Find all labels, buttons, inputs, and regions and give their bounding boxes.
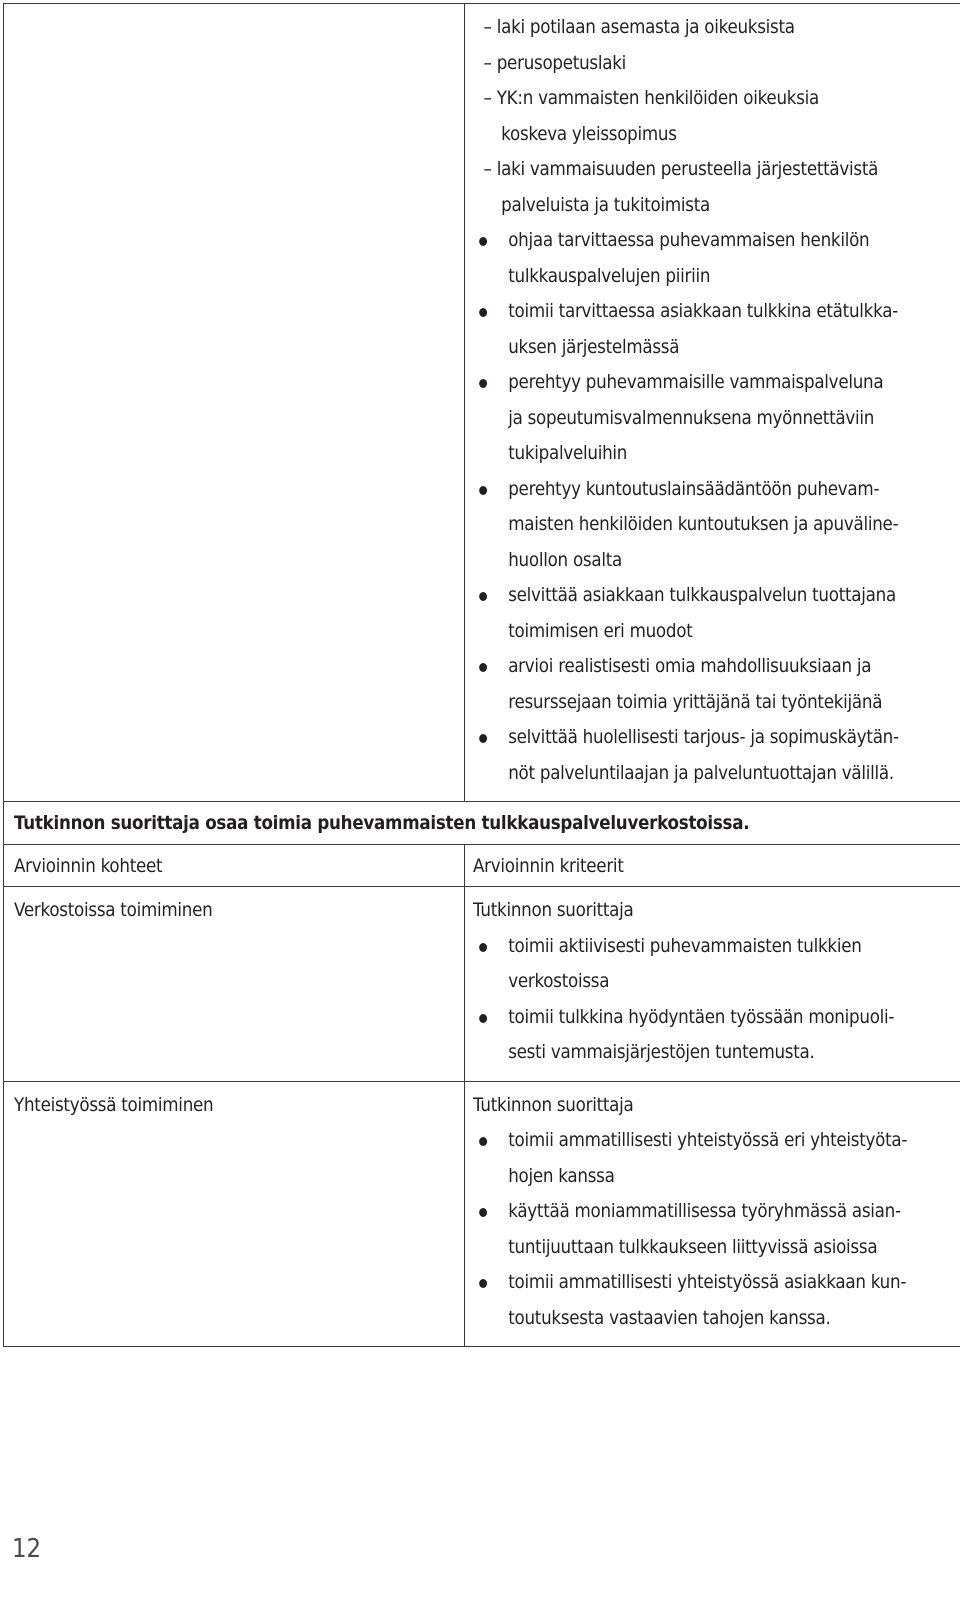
law-item-line: koskeva yleissopimus [501, 122, 678, 145]
bullet-line: toutuksesta vastaavien tahojen kanssa. [508, 1306, 832, 1329]
law-item-line: – laki vammaisuuden perusteella järjestettävistä [484, 158, 879, 180]
bullet-item [473, 472, 901, 579]
bullet-line: ja sopeutumisvalmennuksena myönnettäviin [508, 406, 875, 429]
criteria-cell [465, 887, 960, 1082]
table-row [4, 1081, 960, 1347]
criteria-table [3, 3, 960, 1347]
criteria-intro: Tutkinnon suorittaja [473, 899, 634, 921]
law-item [473, 46, 901, 82]
bullet-dot-icon [480, 1208, 488, 1217]
bullet-item [473, 294, 901, 365]
bullet-item [473, 1000, 901, 1071]
bullet-line: sesti vammaisjärjestöjen tuntemusta. [508, 1041, 816, 1063]
bullet-dot-icon [480, 943, 488, 952]
law-item-line: – YK:n vammaisten henkilöiden oikeuksia [484, 87, 820, 109]
law-item-line: – perusopetuslaki [484, 51, 627, 74]
column-header-criteria: Arvioinnin kriteerit [473, 854, 625, 877]
empty-target-cell [4, 4, 465, 802]
section-heading: Tutkinnon suorittaja osaa toimia puhevammaisten tulkkauspalveluverkostoissa. [14, 812, 750, 834]
criteria-intro: Tutkinnon suorittaja [473, 1093, 634, 1116]
criteria-text [473, 1088, 908, 1337]
bullet-line: toimii ammatillisesti yhteistyössä asiakkaan kun- [508, 1271, 907, 1293]
bullet-item [473, 1194, 901, 1265]
bullet-dot-icon [480, 1137, 488, 1146]
bullet-line: toimii tarvittaessa asiakkaan tulkkina etätulkka- [508, 300, 899, 322]
bullet-item [473, 929, 901, 1000]
bullet-item [473, 649, 901, 720]
bullet-line: toimii aktiivisesti puhevammaisten tulkkien [508, 934, 863, 957]
bullet-item [473, 223, 901, 294]
bullet-item [473, 365, 901, 472]
bullet-dot-icon [480, 734, 488, 743]
law-item [473, 152, 901, 223]
bullet-line: perehtyy kuntoutuslainsäädäntöön puhevam- [508, 477, 880, 500]
continued-criteria-cell [465, 4, 960, 802]
criteria-text [473, 893, 901, 1071]
column-header-targets: Arvioinnin kohteet [14, 854, 163, 877]
bullet-line: toimii ammatillisesti yhteistyössä eri yhteistyöta- [508, 1129, 908, 1151]
bullet-list [473, 223, 901, 791]
bullet-dot-icon [480, 237, 488, 246]
bullet-list [473, 1123, 908, 1336]
bullet-line: verkostoissa [508, 970, 610, 992]
bullet-line: uksen järjestelmässä [508, 335, 680, 358]
continued-criteria-text [473, 10, 901, 791]
table-row [4, 887, 960, 1082]
bullet-dot-icon [480, 486, 488, 495]
bullet-line: nöt palveluntilaajan ja palveluntuottajan välillä. [508, 761, 895, 784]
bullet-line: huollon osalta [508, 548, 623, 571]
bullet-line: arvioi realistisesti omia mahdollisuuksiaan ja [508, 655, 872, 677]
continued-row [4, 4, 960, 802]
bullet-item [473, 720, 901, 791]
bullet-line: tukipalveluihin [508, 442, 628, 464]
bullet-line: ohjaa tarvittaessa puhevammaisen henkilön [508, 229, 870, 251]
bullet-dot-icon [480, 1014, 488, 1023]
bullet-line: maisten henkilöiden kuntoutuksen ja apuväline- [508, 513, 899, 535]
bullet-line: tulkkauspalvelujen piiriin [508, 264, 711, 287]
bullet-line: selvittää asiakkaan tulkkauspalvelun tuottajana [508, 584, 897, 606]
bullet-line: resurssejaan toimia yrittäjänä tai työntekijänä [508, 690, 883, 713]
bullet-line: hojen kanssa [508, 1164, 616, 1187]
bullet-line: perehtyy puhevammaisille vammaispalveluna [508, 371, 884, 393]
bullet-line: käyttää moniammatillisessa työryhmässä asian- [508, 1200, 902, 1222]
law-list [473, 10, 901, 223]
column-header-row [4, 844, 960, 887]
target-cell [4, 887, 465, 1082]
law-item [473, 81, 901, 152]
law-item [473, 10, 901, 46]
bullet-dot-icon [480, 592, 488, 601]
section-heading-row [4, 802, 960, 845]
law-item-line: palveluista ja tukitoimista [501, 193, 711, 216]
page-number: 12 [12, 1534, 42, 1564]
bullet-line: tuntijuuttaan tulkkaukseen liittyvissä asioissa [508, 1235, 878, 1258]
bullet-dot-icon [480, 308, 488, 317]
bullet-line: toimimisen eri muodot [508, 619, 693, 642]
law-item-line: – laki potilaan asemasta ja oikeuksista [484, 16, 796, 38]
section-heading-cell [4, 802, 960, 845]
target-cell [4, 1081, 465, 1347]
bullet-dot-icon [480, 1279, 488, 1288]
criteria-cell [465, 1081, 960, 1347]
bullet-line: toimii tulkkina hyödyntäen työssään monipuoli- [508, 1005, 895, 1028]
bullet-line: selvittää huolellisesti tarjous- ja sopimuskäytän- [508, 726, 900, 748]
bullet-item [473, 1123, 908, 1194]
bullet-item [473, 1265, 907, 1336]
column-header-right [465, 844, 960, 887]
column-header-left [4, 844, 465, 887]
bullet-dot-icon [480, 379, 488, 388]
bullet-list [473, 929, 901, 1071]
assessment-target: Verkostoissa toimiminen [14, 899, 213, 921]
bullet-item [473, 578, 901, 649]
bullet-dot-icon [480, 663, 488, 672]
assessment-target: Yhteistyössä toimiminen [14, 1093, 214, 1116]
